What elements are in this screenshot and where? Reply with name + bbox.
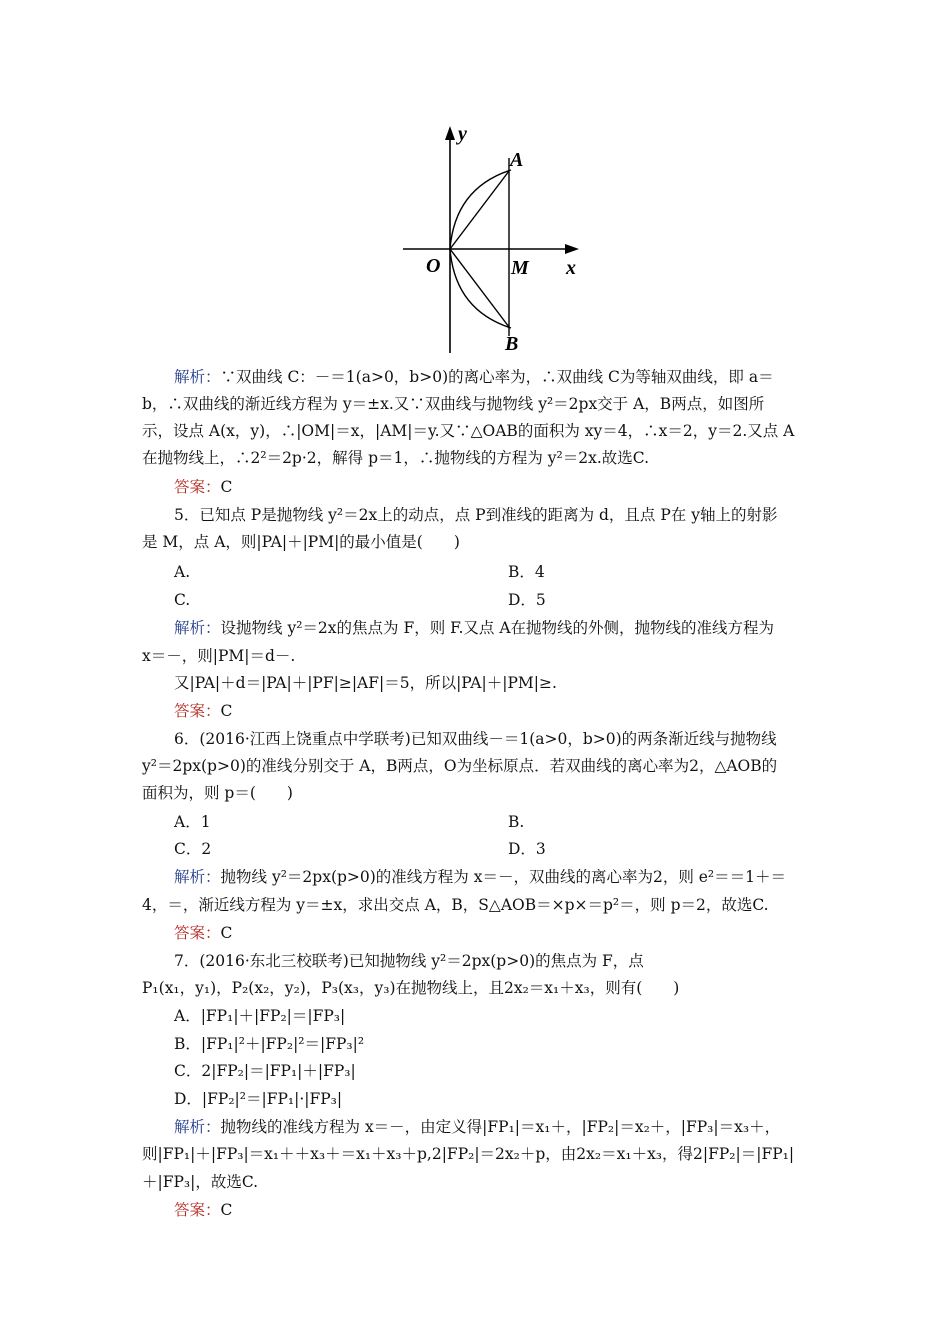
question-6-line-3: [142, 780, 832, 807]
q5-option-a: A.: [174, 563, 191, 581]
y-axis-arrow: [445, 126, 455, 140]
answer-value: C: [220, 1201, 233, 1219]
text: D．|FP₂|²＝|FP₁|·|FP₃|: [174, 1090, 343, 1108]
text: C．2|FP₂|＝|FP₁|＋|FP₃|: [174, 1062, 356, 1080]
answer-4: [174, 474, 864, 501]
segment-oa: [450, 171, 509, 249]
solution-label: 解析：: [174, 368, 221, 386]
q7-option-b: [174, 1031, 864, 1058]
answer-value: C: [220, 924, 233, 942]
question-7-line-2: [142, 975, 832, 1002]
solution-5-line-2: [142, 643, 832, 670]
solution-label: 解析：: [174, 868, 221, 886]
question-6-line-2: [142, 753, 832, 780]
q6-option-b: B.: [508, 813, 525, 831]
answer-label: 答案：: [174, 924, 221, 942]
q5-option-d: D．5: [508, 591, 546, 609]
answer-value: C: [220, 478, 233, 496]
q6-option-c: C．2: [174, 840, 212, 858]
solution-6-line-1: [174, 864, 864, 891]
label-x: x: [566, 257, 576, 279]
solution-6-line-2: [142, 892, 832, 919]
question-6-line-1: [174, 726, 864, 753]
text: B．|FP₁|²＋|FP₂|²＝|FP₃|²: [174, 1035, 365, 1053]
answer-label: 答案：: [174, 1201, 221, 1219]
text: P₁(x₁，y₁)，P₂(x₂，y₂)，P₃(x₃，y₃)在抛物线上，且2x₂＝x₁＋x₃，则有( ): [142, 979, 680, 997]
text: ＋|FP₃|，故选C.: [142, 1173, 259, 1191]
x-axis-arrow: [565, 244, 579, 254]
q5-option-b: B．4: [508, 563, 545, 581]
solution-label: 解析：: [174, 619, 221, 637]
solution-7-line-1: [174, 1114, 864, 1141]
figure-svg: [395, 118, 595, 358]
text: 7．(2016·东北三校联考)已知抛物线 y²＝2px(p>0)的焦点为 F，点: [174, 952, 644, 970]
text: 则|FP₁|＋|FP₃|＝x₁＋＋x₃＋＝x₁＋x₃＋p,2|FP₂|＝2x₂＋p，由2x₂＝x₁＋x₃，得2|FP₂|＝|FP₁|: [142, 1145, 795, 1163]
solution-7-line-3: [142, 1169, 832, 1196]
solution-4-line-3: [142, 418, 832, 445]
solution-7-line-2: [142, 1141, 832, 1168]
solution-4-line-1: [174, 364, 864, 391]
answer-value: C: [220, 702, 233, 720]
answer-label: 答案：: [174, 702, 221, 720]
solution-5-line-3: [174, 670, 864, 697]
parabola-figure: [395, 118, 595, 358]
text: b，∴双曲线的渐近线方程为 y＝±x.又∵双曲线与抛物线 y²＝2px交于 A，B两点，如图所: [142, 395, 765, 413]
answer-7: [174, 1197, 864, 1224]
text: 5．已知点 P是抛物线 y²＝2x上的动点，点 P到准线的距离为 d，且点 P在 y轴上的射影: [174, 506, 778, 524]
label-a: A: [510, 149, 524, 171]
text: ∵双曲线 C：－＝1(a>0，b>0)的离心率为，∴双曲线 C为等轴双曲线，即 a＝: [220, 368, 774, 386]
q5-option-c: C.: [174, 591, 191, 609]
segment-ob: [450, 249, 509, 327]
answer-6: [174, 920, 864, 947]
text: 抛物线的准线方程为 x＝－，由定义得|FP₁|＝x₁＋，|FP₂|＝x₂＋，|FP₃|＝x₃＋，: [220, 1118, 781, 1136]
text: 是 M，点 A，则|PA|＋|PM|的最小值是( ): [142, 533, 460, 551]
text: 在抛物线上，∴2²＝2p·2，解得 p＝1，∴抛物线的方程为 y²＝2x.故选C.: [142, 449, 650, 467]
text: 6．(2016·江西上饶重点中学联考)已知双曲线－＝1(a>0，b>0)的两条渐近线与抛物线: [174, 730, 777, 748]
solution-4-line-2: [142, 391, 832, 418]
text: 又|PA|＋d＝|PA|＋|PF|≥|AF|＝5，所以|PA|＋|PM|≥.: [174, 674, 557, 692]
label-o: O: [426, 255, 441, 277]
text: 面积为，则 p＝( ): [142, 784, 293, 802]
label-b: B: [505, 333, 519, 355]
label-y: y: [458, 123, 467, 145]
question-5-line-2: [142, 529, 832, 556]
text: x＝－，则|PM|＝d－.: [142, 647, 296, 665]
q6-option-d: D．3: [508, 840, 546, 858]
text: 示，设点 A(x，y)，∴|OM|＝x，|AM|＝y.又∵△OAB的面积为 xy＝4，∴x＝2，y＝2.又点 A: [142, 422, 795, 440]
text: A．|FP₁|＋|FP₂|＝|FP₃|: [174, 1007, 346, 1025]
solution-label: 解析：: [174, 1118, 221, 1136]
answer-5: [174, 698, 864, 725]
text: 4，＝，渐近线方程为 y＝±x，求出交点 A，B，S△AOB＝×p×＝p²＝，则 p＝2，故选C.: [142, 896, 769, 914]
text: y²＝2px(p>0)的准线分别交于 A，B两点，O为坐标原点．若双曲线的离心率为2，△AOB的: [142, 757, 778, 775]
q7-option-d: [174, 1086, 864, 1113]
q6-option-a: A．1: [174, 813, 211, 831]
q7-option-a: [174, 1003, 864, 1030]
q7-option-c: [174, 1058, 864, 1085]
solution-5-line-1: [174, 615, 864, 642]
answer-label: 答案：: [174, 478, 221, 496]
text: 设抛物线 y²＝2x的焦点为 F，则 F.又点 A在抛物线的外侧，抛物线的准线方程为: [220, 619, 775, 637]
solution-4-line-4: [142, 445, 832, 472]
text: 抛物线 y²＝2px(p>0)的准线方程为 x＝－，双曲线的离心率为2，则 e²＝＝1＋＝: [220, 868, 787, 886]
label-m: M: [511, 257, 529, 279]
question-7-line-1: [174, 948, 864, 975]
question-5-line-1: [174, 502, 864, 529]
